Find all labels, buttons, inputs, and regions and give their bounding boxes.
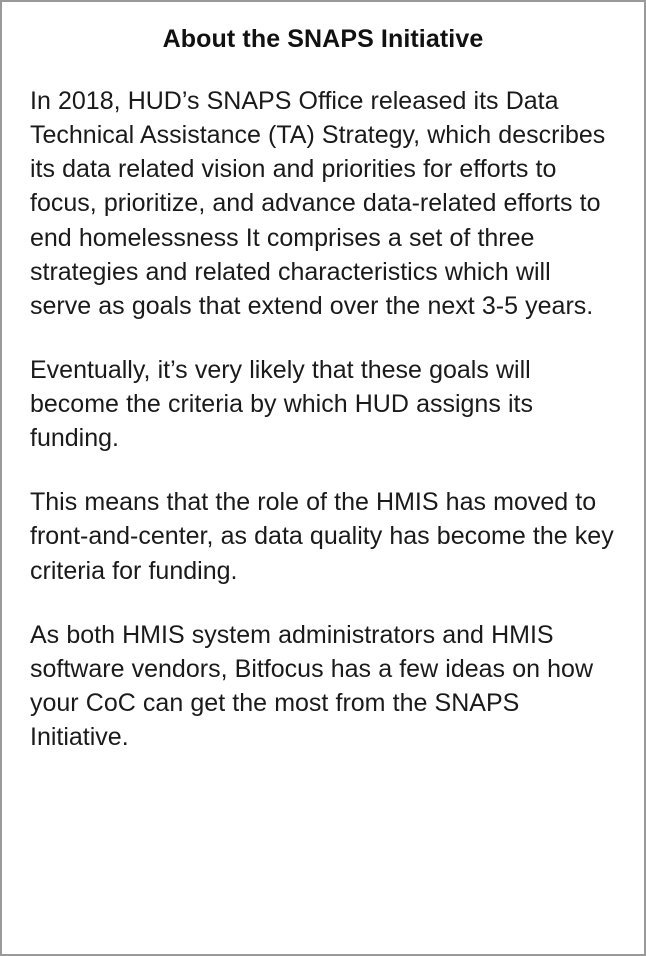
paragraph-1: In 2018, HUD’s SNAPS Office released its Data Technical Assistance (TA) Strategy, which describes its data related vision and priorities for efforts to focus, prioritize, and advance data-related efforts to end homelessness It comprises a set of three strategies and related characteristics which will serve as goals that extend over the next 3-5 years. (30, 87, 606, 320)
paragraph-3: This means that the role of the HMIS has moved to front-and-center, as data quality has become the key criteria for funding. (30, 488, 614, 585)
document-body (2, 2, 644, 754)
paragraph-2: Eventually, it’s very likely that these goals will become the criteria by which HUD assigns its funding. (30, 355, 533, 453)
paragraph-4: As both HMIS system administrators and HMIS software vendors, Bitfocus has a few ideas on how your CoC can get the most from the SNAPS Initiative. (30, 620, 594, 751)
page-title: About the SNAPS Initiative (162, 25, 484, 53)
